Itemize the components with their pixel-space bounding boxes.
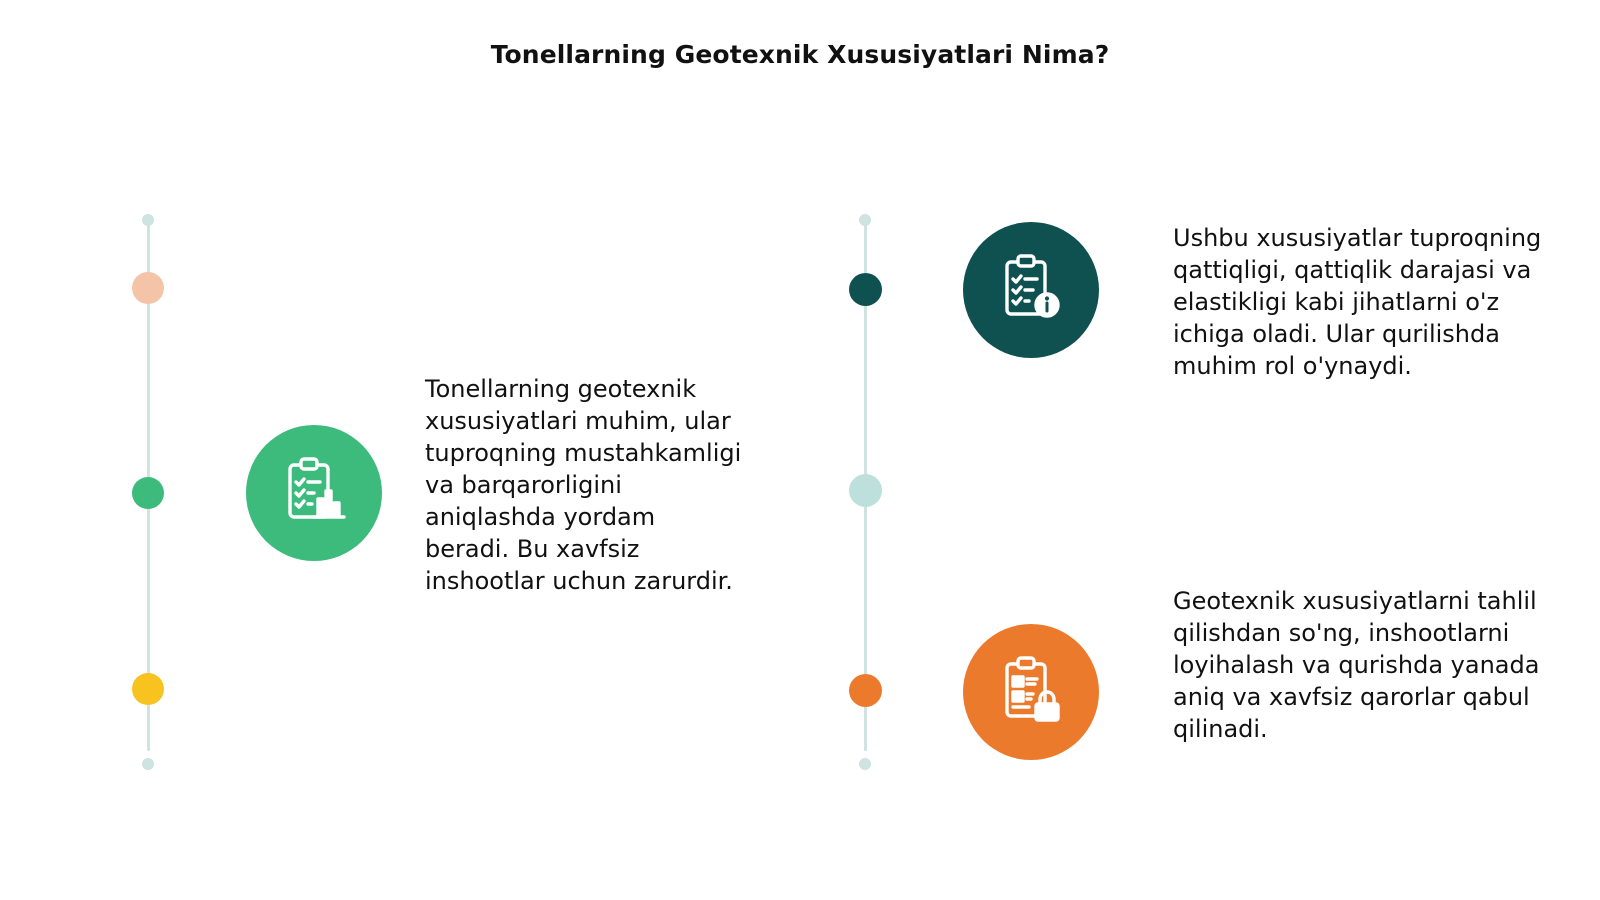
left-timeline-end-dot-bottom bbox=[142, 758, 154, 770]
left-timeline-yellow-dot bbox=[132, 673, 164, 705]
item-text-stability: Tonellarning geotexnik xususiyatlari muhim, ular tuproqning mustahkamligi va barqarorligini aniqlashda yordam beradi. Bu xavfsiz inshootlar uchun zarurdir. bbox=[425, 375, 742, 595]
clipboard-lock-badge bbox=[963, 624, 1099, 760]
right-timeline-end-dot-top bbox=[859, 214, 871, 226]
left-timeline-end-dot-top bbox=[142, 214, 154, 226]
right-timeline-mint-dot bbox=[849, 474, 882, 507]
item-text-properties: Ushbu xususiyatlar tuproqning qattiqligi, qattiqlik darajasi va elastikligi kabi jihatlarni o'z ichiga oladi. Ular qurilishda muhim rol o'ynaydi. bbox=[1173, 224, 1542, 380]
clipboard-chart-badge bbox=[246, 425, 382, 561]
page-title: Tonellarning Geotexnik Xususiyatlari Nima? bbox=[490, 40, 1110, 69]
clipboard-chart-icon bbox=[276, 453, 352, 533]
left-timeline-green-dot bbox=[132, 477, 164, 509]
right-timeline-dark-teal-dot bbox=[849, 273, 882, 306]
clipboard-info-icon bbox=[993, 250, 1069, 330]
right-timeline-end-dot-bottom bbox=[859, 758, 871, 770]
item-text-decisions: Geotexnik xususiyatlarni tahlil qilishdan so'ng, inshootlarni loyihalash va qurishda yanada aniq va xavfsiz qarorlar qabul qilinadi. bbox=[1173, 587, 1540, 743]
left-timeline-peach-dot bbox=[132, 272, 164, 304]
right-timeline-orange-dot bbox=[849, 674, 882, 707]
clipboard-info-badge bbox=[963, 222, 1099, 358]
clipboard-lock-icon bbox=[993, 652, 1069, 732]
